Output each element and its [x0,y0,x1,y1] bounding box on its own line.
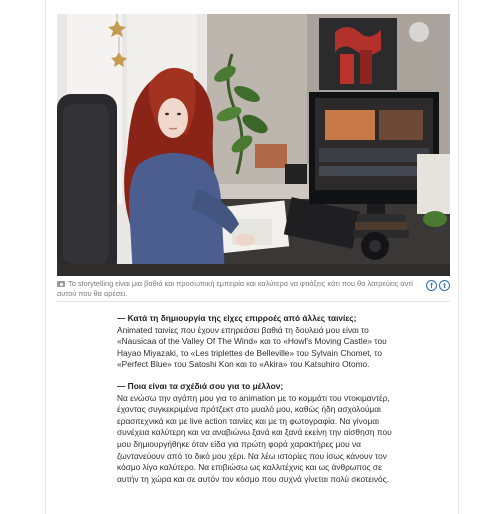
paragraph-spacer [117,371,395,381]
photo-caption-text: Το storytelling είναι μια βαθιά και προσωπική εμπειρία και καλύτερα να φτιάξεις κάτι που θα λατρεύεις αντί αυτού που θα αρέσει. [57,279,413,298]
photo-caption-row [57,278,450,302]
interview-answer-2: Να ενώσω την αγάπη μου για το animation με το κομμάτι του ντοκιμαντέρ, έχοντας συγκεκριμένα πρότζεκτ στο μυαλό μου, καθώς ήδη ασχολούμαι ερασιτεχνικά και με live action ταινίες και με τη φωτογραφία. Να γίνομαι συνέχεια καλύτερη και να αναβιώνω ξανά και ξανά εκείνη την αίσθηση που μου δημιουργήθηκε όταν είδα για πρώτη φορά χαρακτήρες μου να ζωντανεύουν από το δικό μου χέρι. Να λέω ιστορίες που ίσως κάνουν τον κόσμο λίγο καλύτερο. Να επιβιώσω ως καλλιτέχνις και ως άνθρωπος σε αυτήν τη χώρα και σε αυτόν τον κόσμο που συχνά γίνεται πολύ σκοτεινός. [117,392,392,484]
interview-question-2: — Ποια είναι τα σχέδιά σου για το μέλλον; [117,380,284,391]
caption-divider [57,301,450,302]
facebook-share-button[interactable]: f [426,280,437,291]
article-body [117,313,395,485]
interview-answer-1: Animated ταινίες που έχουν επηρεάσει βαθιά τη δουλειά μου είναι το «Nausicaa of the Valley Of The Wind» και το «Howl's Moving Castle» του Hayao Miyazaki, το «Les triplettes de Belleville» του Sylvain Chomet, το «Perfect Blue» του Satoshi Kon και το «Akira» του Katsuhiro Otomo. [117,324,387,370]
camera-icon [57,281,65,287]
photo-caption [57,279,417,299]
twitter-share-button[interactable]: t [439,280,450,291]
article-photo [57,14,450,276]
share-buttons [426,280,450,291]
interview-question-1: — Κατά τη δημιουργία της είχες επιρροές από άλλες ταινίες; [117,313,357,323]
photo-illustration [57,14,450,276]
